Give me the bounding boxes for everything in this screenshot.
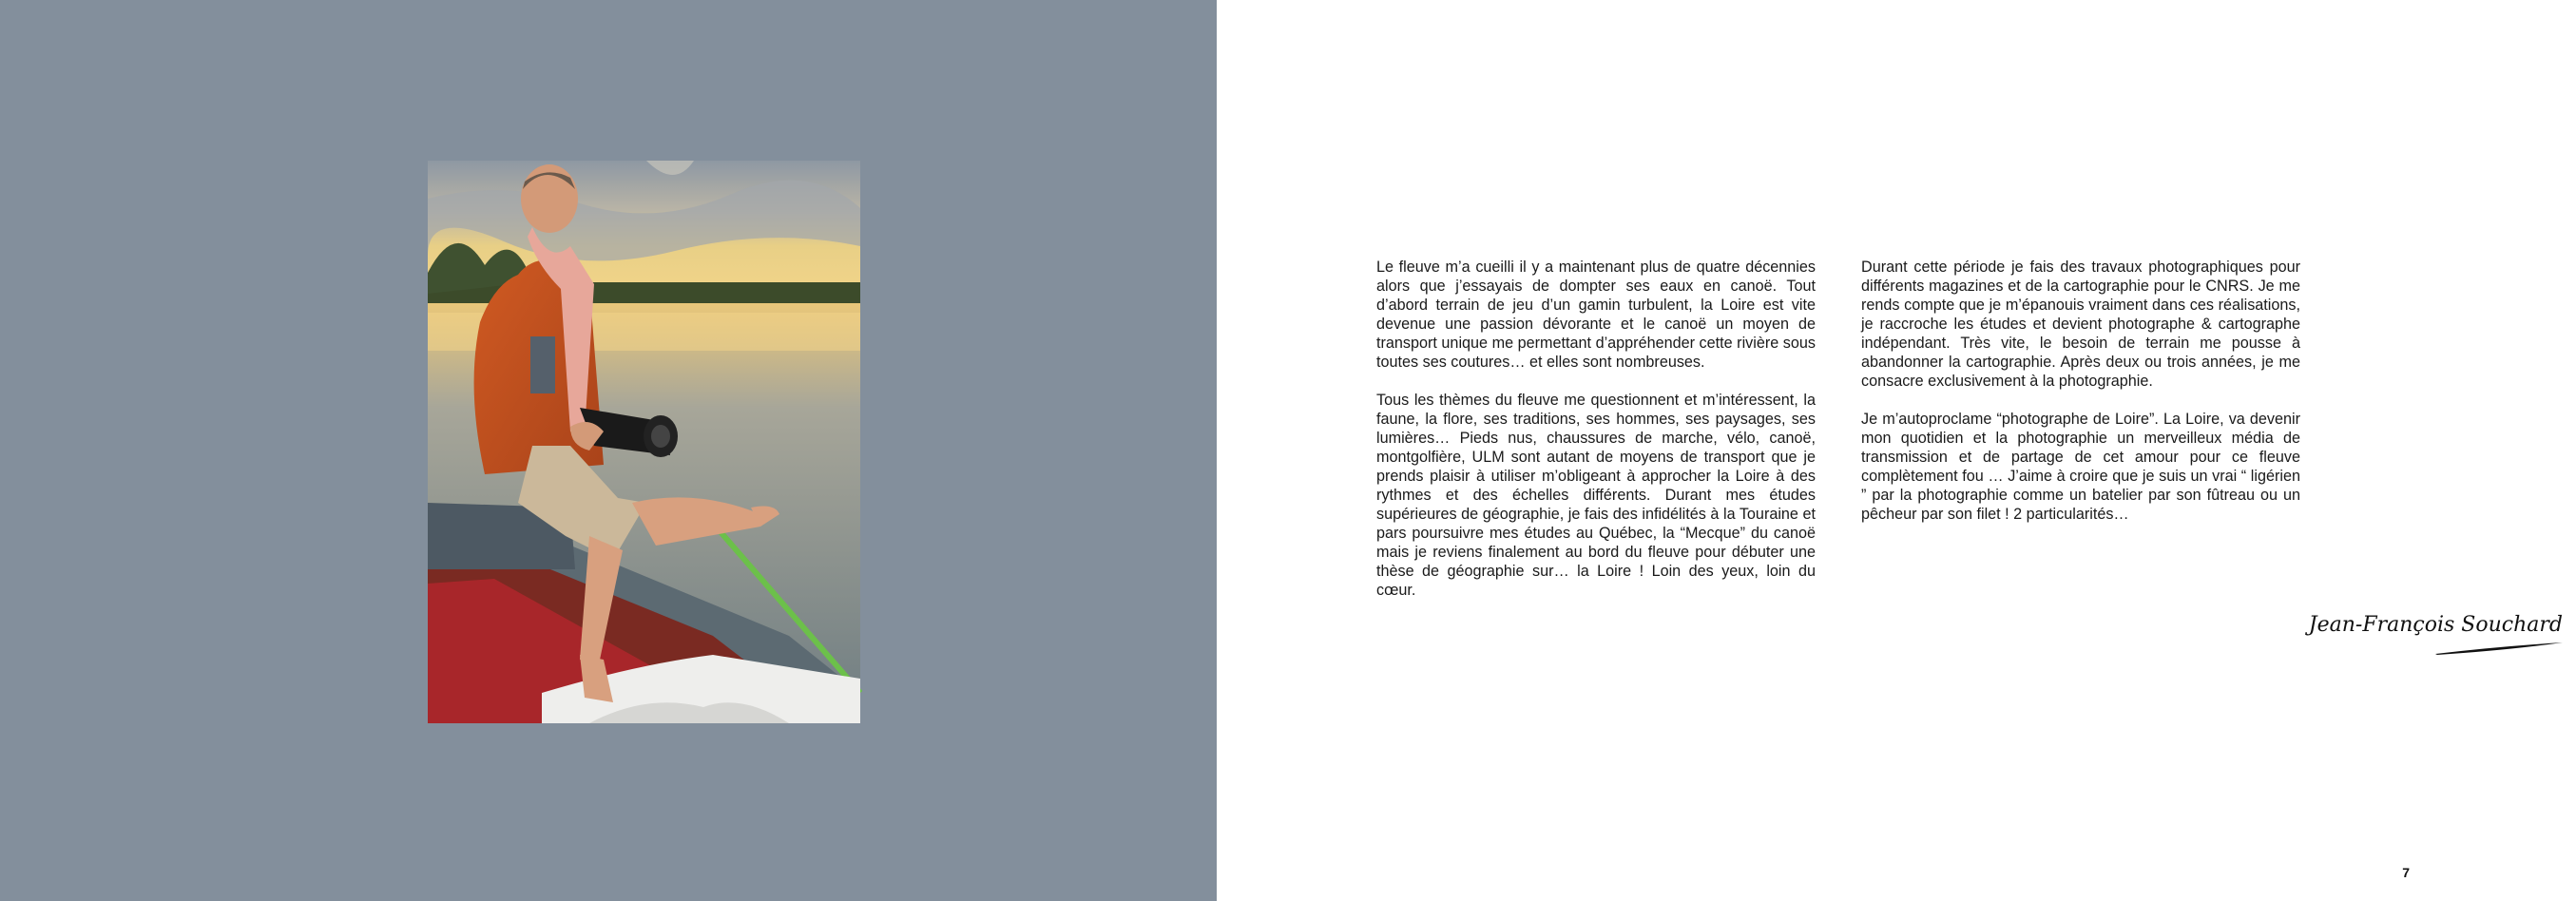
paragraph: Tous les thèmes du fleuve me questionnent et m’intéressent, la faune, la flore, ses traditions, ses hommes, ses paysages, ses lumières… Pieds nus, chaussures de marche, vélo, canoë, montgolfière, ULM sont autant de moyens de transport que je prends plaisir à utiliser m’obligeant à approcher la Loire à des rythmes et des échelles différents. Durant mes études supérieures de géographie, je fais des infidélités à la Touraine et pars poursuivre mes études au Québec, la “Mecque” du canoë mais je reviens finalement au bord du fleuve pour débuter une thèse de géographie sur… la Loire ! Loin des yeux, loin du cœur. <box>1376 392 1816 599</box>
paragraph: Le fleuve m’a cueilli il y a maintenant plus de quatre décennies alors que j’essayais de dompter ses eaux en canoë. Tout d’abord terrain de jeu d’un gamin turbulent, la Loire est vite devenue une passion dévorante et le canoë un moyen de transport unique me permettant d’appréhender cette rivière sous toutes ses coutures… et elles sont nombreuses. <box>1376 259 1816 371</box>
left-page <box>0 0 1217 901</box>
paragraph: Durant cette période je fais des travaux photographiques pour différents magazines et de la cartographie pour le CNRS. Je me rends compte que je m’épanouis vraiment dans ces réalisations, je raccroche les études et devient photographe & cartographe indépendant. Très vite, le besoin de terrain me pousse à abandonner la cartographie. Après deux ou trois années, je me consacre exclusivement à la photographie. <box>1861 259 2300 390</box>
paragraph: Je m’autoproclame “photographe de Loire”. La Loire, va devenir mon quotidien et la photographie un merveilleux média de transmission et de partage de cet amour pour ce fleuve complètement fou … J’aime à croire que je suis un vrai “ ligérien ” par la photographie comme un batelier par son fûtreau ou un pêcheur par son filet ! 2 particularités… <box>1861 411 2300 523</box>
text-column-left <box>1376 258 1816 619</box>
photo-icon <box>428 161 860 723</box>
signature-text: Jean-François Souchard <box>2308 613 2563 637</box>
right-page <box>1217 0 2563 901</box>
text-column-right <box>1861 258 2300 543</box>
author-signature <box>2082 606 2576 682</box>
photographer-portrait-photo <box>428 161 860 723</box>
page-number: 7 <box>2402 865 2410 880</box>
